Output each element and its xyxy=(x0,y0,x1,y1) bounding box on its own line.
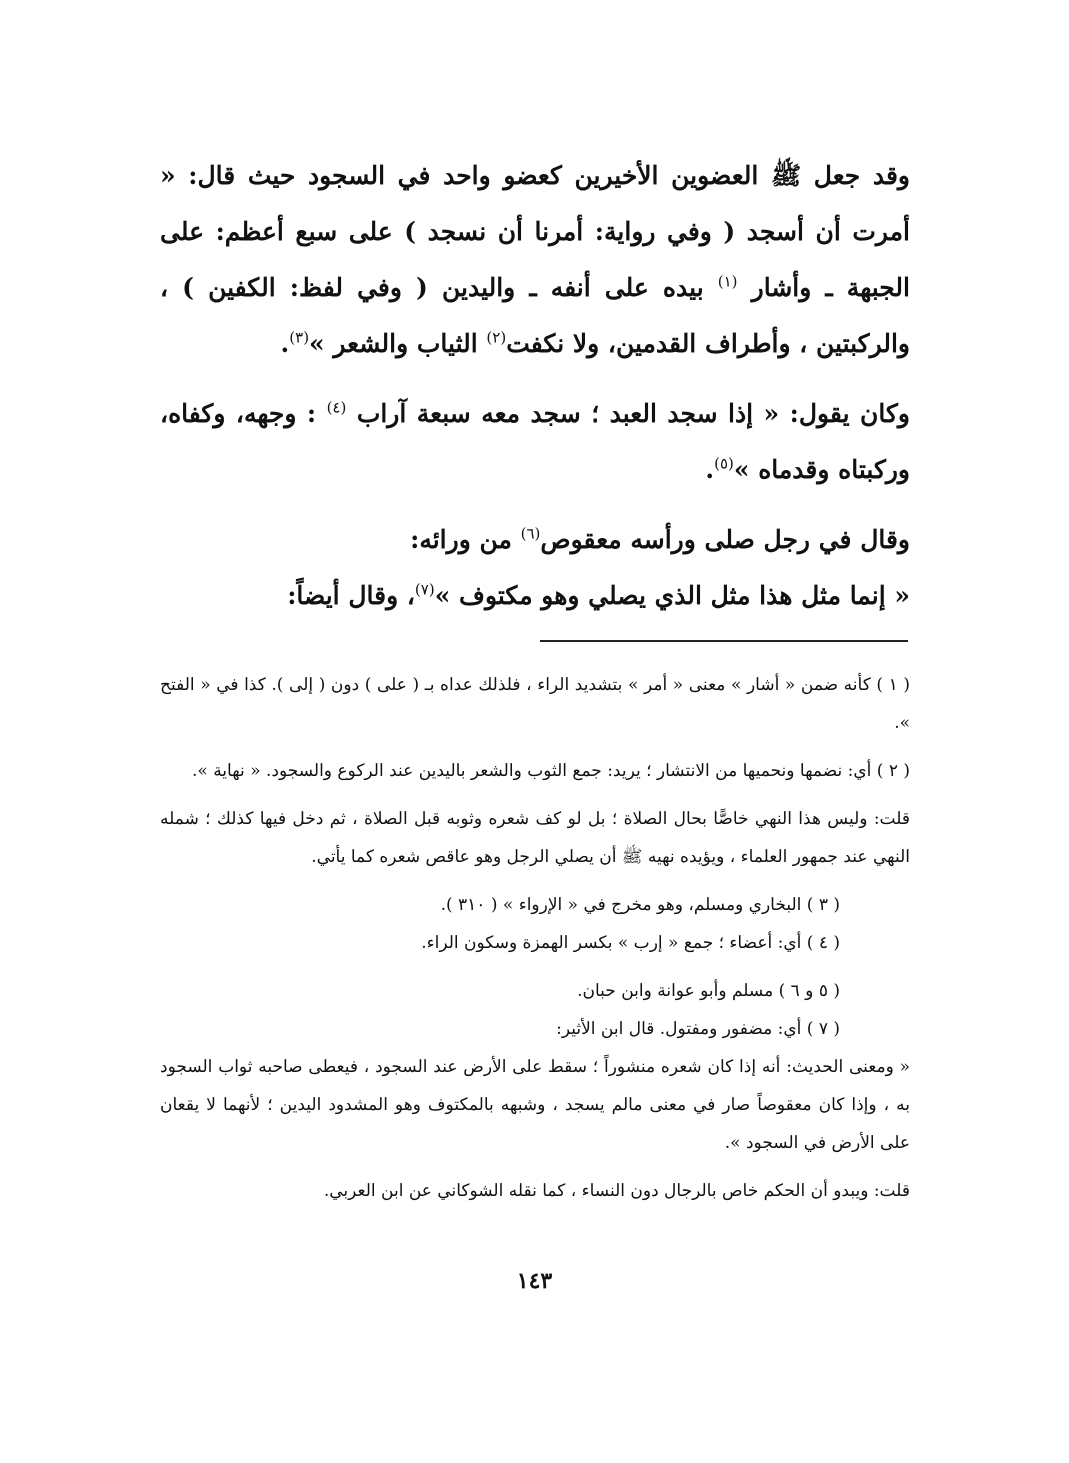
paragraph-text: وقد جعل ﷺ العضوين الأخيرين كعضو واحد في السجود حيث قال: « أمرت أن أسجد ( وفي رواية: أمرنا أن نسجد ) على سبع أعظم: على الجبهة ـ وأشار xyxy=(160,161,910,302)
paragraph-text: وكان يقول: « إذا سجد العبد ؛ سجد معه سبعة آراب xyxy=(356,399,910,428)
footnote-5-6: ( ٥ و ٦ ) مسلم وأبو عوانة وابن حبان. xyxy=(577,981,840,1001)
paragraph-tied-hair xyxy=(160,512,910,568)
paragraph-text: الثياب والشعر » xyxy=(309,329,478,358)
paragraph-text: ، وقال أيضاً: xyxy=(287,581,415,610)
paragraph-end: . xyxy=(705,455,715,484)
footnote-ref-5: (٥) xyxy=(714,454,734,473)
footnote-2-note: قلت: وليس هذا النهي خاصًّا بحال الصلاة ؛ بل لو كف شعره وثوبه قبل الصلاة ، ثم دخل فيها كذلك ؛ شمله النهي عند جمهور العلماء ، ويؤيده نهيه ﷺ أن يصلي الرجل وهو عاقص شعره كما يأتي. xyxy=(160,809,910,867)
paragraph-end: . xyxy=(280,329,290,358)
footnote-ref-7: (٧) xyxy=(414,580,435,599)
footnote-7-quote: « ومعنى الحديث: أنه إذا كان شعره منشوراً ؛ سقط على الأرض عند السجود ، فيعطى صاحبه ثواب السجود به ، وإذا كان معقوصاً صار في معنى مالم يسجد ، وشبهه بالمكتوف وهو المشدود اليدين ؛ لأنهما لا يقعان على الأرض في السجود ». xyxy=(160,1057,910,1153)
paragraph-text: وقال في رجل صلى ورأسه معقوص xyxy=(540,525,910,554)
footnote-ref-2: (٢) xyxy=(486,328,507,347)
footnote-ref-1: (١) xyxy=(717,272,738,291)
footnote-7-note: قلت: ويبدو أن الحكم خاص بالرجال دون النساء ، كما نقله الشوكاني عن ابن العربي. xyxy=(323,1181,910,1201)
page-number: ١٤٣ xyxy=(516,1268,553,1294)
footnote-3: ( ٣ ) البخاري ومسلم، وهو مخرج في « الإرواء » ( ٣١٠ ). xyxy=(440,895,840,915)
footnote-4: ( ٤ ) أي: أعضاء ؛ جمع « إرب » بكسر الهمزة وسكون الراء. xyxy=(421,933,840,953)
paragraph-seven-limbs xyxy=(160,386,910,498)
paragraph-seven-bones xyxy=(160,148,910,372)
paragraph-hadith-quote xyxy=(160,568,910,624)
paragraph-text: : وجهه، وكفاه، وركبتاه وقدماه » xyxy=(160,399,910,484)
footnote-ref-4: (٤) xyxy=(326,398,347,417)
paragraph-text: « إنما مثل هذا مثل الذي يصلي وهو مكتوف » xyxy=(434,581,910,610)
footnote-1: ( ١ ) كأنه ضمن « أشار » معنى « أمر » بتشديد الراء ، فلذلك عداه بـ ( على ) دون ( إلى ). كذا في « الفتح ». xyxy=(160,675,910,733)
footnote-separator xyxy=(540,640,908,642)
footnote-ref-3: (٣) xyxy=(289,328,310,347)
footnote-7: ( ٧ ) أي: مضفور ومفتول. قال ابن الأثير: xyxy=(556,1019,840,1039)
main-text xyxy=(160,148,910,624)
footnote-2: ( ٢ ) أي: نضمها ونحميها من الانتشار ؛ يريد: جمع الثوب والشعر باليدين عند الركوع والسجود. « نهاية ». xyxy=(191,761,910,781)
paragraph-text: بيده على أنفه ـ واليدين ( وفي لفظ: الكفين ) ، والركبتين ، وأطراف القدمين، ولا نكفت xyxy=(160,273,910,358)
footnote-ref-6: (٦) xyxy=(520,524,541,543)
footnotes xyxy=(160,666,910,1210)
paragraph-text: من ورائه: xyxy=(410,525,512,554)
